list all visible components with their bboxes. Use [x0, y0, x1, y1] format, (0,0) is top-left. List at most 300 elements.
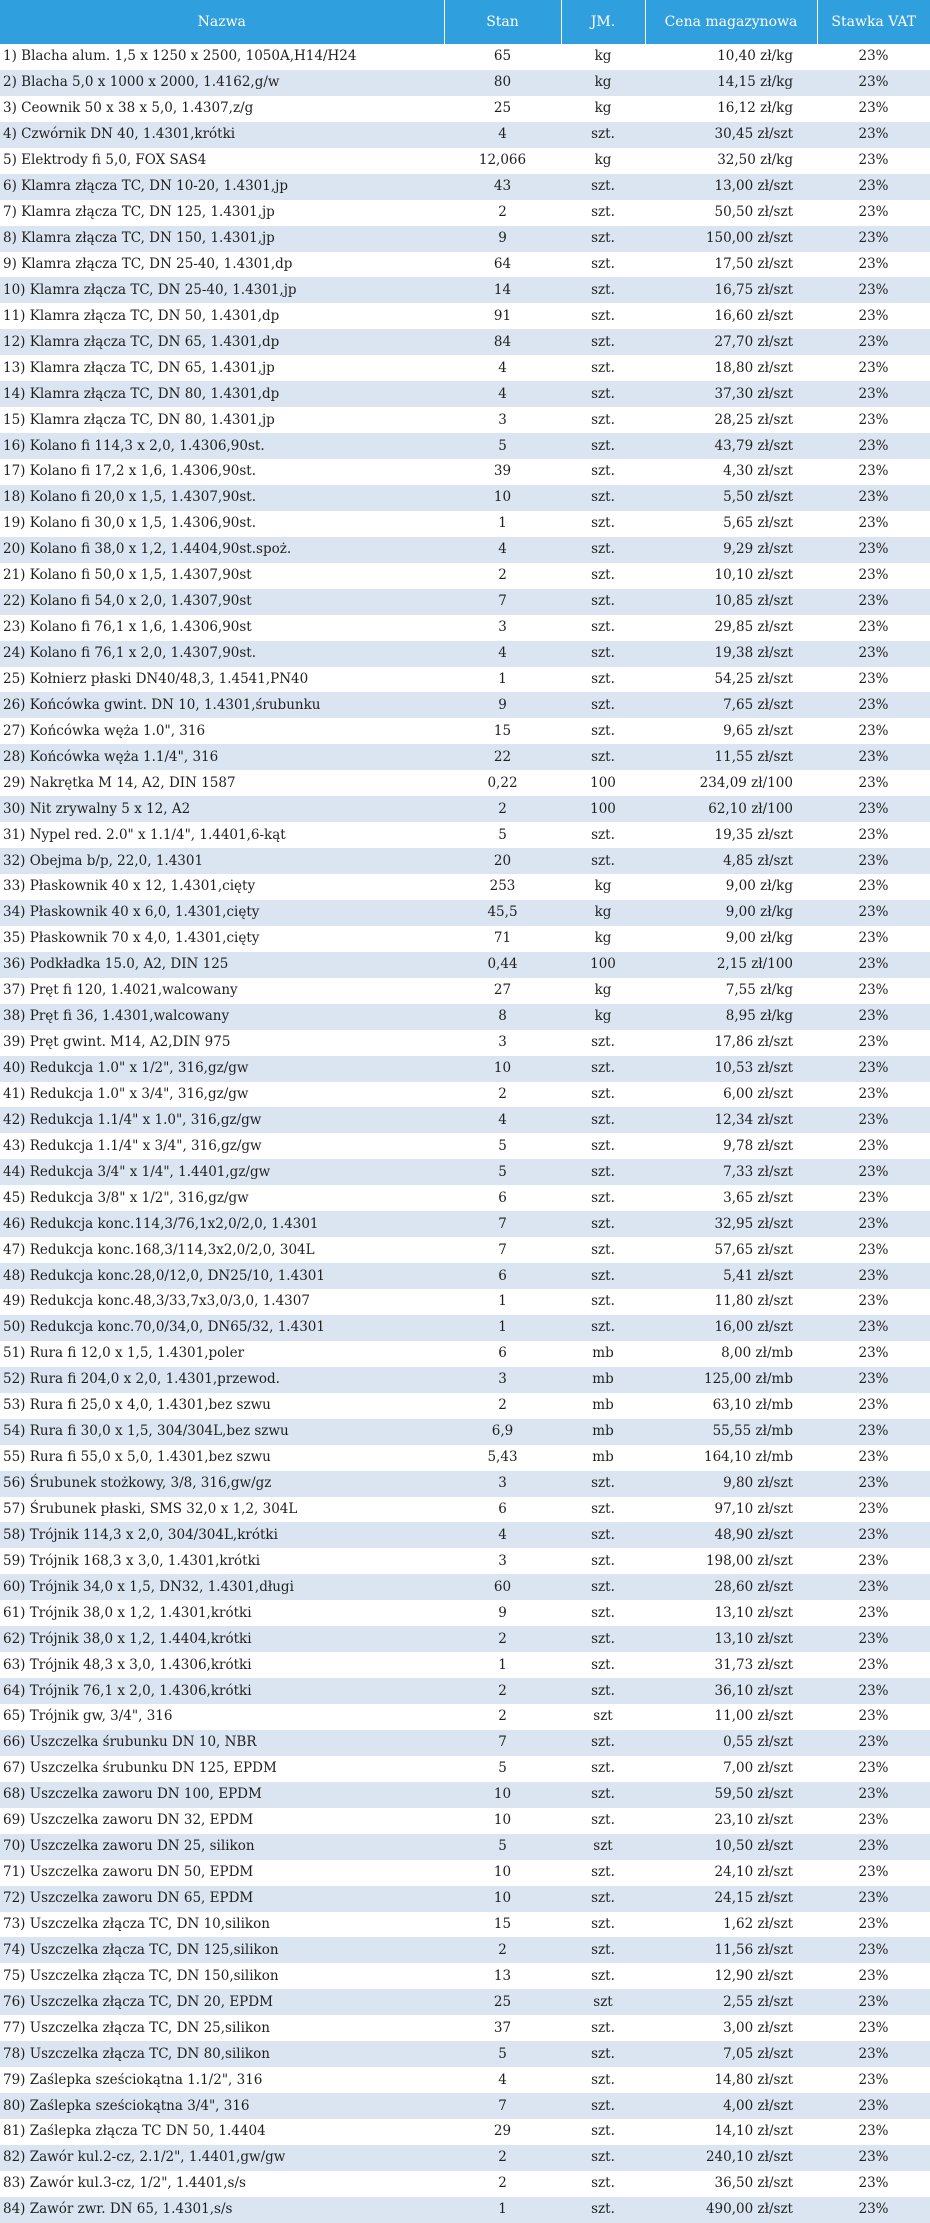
table-row[interactable] [0, 252, 930, 278]
table-row[interactable] [0, 277, 930, 303]
column-header-stan[interactable]: Stan [444, 0, 561, 44]
unit-cell: szt. [561, 563, 645, 589]
warehouse-price-cell: 5,65 zł/szt [645, 511, 817, 537]
warehouse-price-cell: 6,00 zł/szt [645, 1082, 817, 1108]
table-row[interactable] [0, 2197, 930, 2223]
warehouse-price-cell: 9,00 zł/kg [645, 926, 817, 952]
stock-quantity-cell: 8 [444, 1004, 561, 1030]
table-row[interactable] [0, 1237, 930, 1263]
table-row[interactable] [0, 1704, 930, 1730]
item-name-cell: 11) Klamra złącza TC, DN 50, 1.4301,dp [0, 303, 444, 329]
table-row[interactable] [0, 1600, 930, 1626]
stock-quantity-cell: 15 [444, 1912, 561, 1938]
table-row[interactable] [0, 2015, 930, 2041]
table-row[interactable] [0, 407, 930, 433]
item-name-cell: 27) Końcówka węża 1.0", 316 [0, 718, 444, 744]
item-name-cell: 36) Podkładka 15.0, A2, DIN 125 [0, 952, 444, 978]
warehouse-price-cell: 19,35 zł/szt [645, 822, 817, 848]
warehouse-price-cell: 16,60 zł/szt [645, 303, 817, 329]
unit-cell: szt. [561, 277, 645, 303]
item-name-cell: 25) Kołnierz płaski DN40/48,3, 1.4541,PN40 [0, 667, 444, 693]
item-name-cell: 59) Trójnik 168,3 x 3,0, 1.4301,krótki [0, 1548, 444, 1574]
unit-cell: szt. [561, 122, 645, 148]
item-name-cell: 41) Redukcja 1.0" x 3/4", 316,gz/gw [0, 1082, 444, 1108]
stock-quantity-cell: 2 [444, 1626, 561, 1652]
vat-rate-cell: 23% [817, 978, 930, 1004]
table-row[interactable] [0, 718, 930, 744]
table-row[interactable] [0, 1912, 930, 1938]
unit-cell: szt. [561, 1082, 645, 1108]
item-name-cell: 78) Uszczelka złącza TC, DN 80,silikon [0, 2041, 444, 2067]
table-row[interactable] [0, 459, 930, 485]
warehouse-price-cell: 17,50 zł/szt [645, 252, 817, 278]
table-row[interactable] [0, 952, 930, 978]
warehouse-price-cell: 17,86 zł/szt [645, 1030, 817, 1056]
table-row[interactable] [0, 589, 930, 615]
unit-cell: mb [561, 1419, 645, 1445]
unit-cell: szt. [561, 848, 645, 874]
unit-cell: szt [561, 1704, 645, 1730]
warehouse-price-cell: 7,33 zł/szt [645, 1159, 817, 1185]
item-name-cell: 39) Pręt gwint. M14, A2,DIN 975 [0, 1030, 444, 1056]
table-row[interactable] [0, 122, 930, 148]
stock-quantity-cell: 4 [444, 2067, 561, 2093]
stock-quantity-cell: 20 [444, 848, 561, 874]
table-row[interactable] [0, 848, 930, 874]
vat-rate-cell: 23% [817, 1652, 930, 1678]
item-name-cell: 47) Redukcja konc.168,3/114,3x2,0/2,0, 304L [0, 1237, 444, 1263]
stock-quantity-cell: 1 [444, 1652, 561, 1678]
vat-rate-cell: 23% [817, 303, 930, 329]
vat-rate-cell: 23% [817, 926, 930, 952]
stock-quantity-cell: 7 [444, 1237, 561, 1263]
unit-cell: szt. [561, 1886, 645, 1912]
warehouse-price-cell: 13,10 zł/szt [645, 1600, 817, 1626]
warehouse-price-cell: 59,50 zł/szt [645, 1782, 817, 1808]
table-row[interactable] [0, 329, 930, 355]
warehouse-price-cell: 8,00 zł/mb [645, 1341, 817, 1367]
item-name-cell: 55) Rura fi 55,0 x 5,0, 1.4301,bez szwu [0, 1445, 444, 1471]
table-row[interactable] [0, 1056, 930, 1082]
warehouse-price-cell: 1,62 zł/szt [645, 1912, 817, 1938]
item-name-cell: 1) Blacha alum. 1,5 x 1250 x 2500, 1050A,H14/H24 [0, 44, 444, 70]
warehouse-price-cell: 7,55 zł/kg [645, 978, 817, 1004]
stock-quantity-cell: 10 [444, 1782, 561, 1808]
unit-cell: 100 [561, 770, 645, 796]
table-row[interactable] [0, 1419, 930, 1445]
table-row[interactable] [0, 200, 930, 226]
warehouse-price-cell: 3,00 zł/szt [645, 2015, 817, 2041]
table-row[interactable] [0, 874, 930, 900]
stock-quantity-cell: 39 [444, 459, 561, 485]
stock-quantity-cell: 2 [444, 2171, 561, 2197]
table-row[interactable] [0, 1107, 930, 1133]
warehouse-price-cell: 11,56 zł/szt [645, 1937, 817, 1963]
table-row[interactable] [0, 174, 930, 200]
stock-quantity-cell: 5 [444, 822, 561, 848]
table-row[interactable] [0, 900, 930, 926]
table-row[interactable] [0, 1185, 930, 1211]
warehouse-price-cell: 11,00 zł/szt [645, 1704, 817, 1730]
stock-quantity-cell: 3 [444, 1471, 561, 1497]
item-name-cell: 33) Płaskownik 40 x 12, 1.4301,cięty [0, 874, 444, 900]
warehouse-price-cell: 164,10 zł/mb [645, 1445, 817, 1471]
unit-cell: szt. [561, 1211, 645, 1237]
table-row[interactable] [0, 1471, 930, 1497]
vat-rate-cell: 23% [817, 1082, 930, 1108]
warehouse-price-cell: 490,00 zł/szt [645, 2197, 817, 2223]
table-header [0, 0, 930, 44]
table-row[interactable] [0, 1626, 930, 1652]
item-name-cell: 49) Redukcja konc.48,3/33,7x3,0/3,0, 1.4307 [0, 1289, 444, 1315]
item-name-cell: 13) Klamra złącza TC, DN 65, 1.4301,jp [0, 355, 444, 381]
table-row[interactable] [0, 1730, 930, 1756]
vat-rate-cell: 23% [817, 589, 930, 615]
warehouse-price-cell: 125,00 zł/mb [645, 1367, 817, 1393]
table-row[interactable] [0, 1082, 930, 1108]
table-row[interactable] [0, 744, 930, 770]
table-row[interactable] [0, 2119, 930, 2145]
column-header-vat[interactable]: Stawka VAT [817, 0, 930, 44]
unit-cell: kg [561, 44, 645, 70]
vat-rate-cell: 23% [817, 1912, 930, 1938]
stock-quantity-cell: 2 [444, 1393, 561, 1419]
table-row[interactable] [0, 1133, 930, 1159]
stock-quantity-cell: 2 [444, 1704, 561, 1730]
vat-rate-cell: 23% [817, 1030, 930, 1056]
vat-rate-cell: 23% [817, 1185, 930, 1211]
unit-cell: szt. [561, 2119, 645, 2145]
stock-quantity-cell: 9 [444, 226, 561, 252]
item-name-cell: 68) Uszczelka zaworu DN 100, EPDM [0, 1782, 444, 1808]
unit-cell: mb [561, 1367, 645, 1393]
table-row[interactable] [0, 1782, 930, 1808]
vat-rate-cell: 23% [817, 355, 930, 381]
stock-quantity-cell: 65 [444, 44, 561, 70]
stock-quantity-cell: 2 [444, 1678, 561, 1704]
unit-cell: szt. [561, 1159, 645, 1185]
stock-quantity-cell: 7 [444, 1211, 561, 1237]
unit-cell: szt. [561, 718, 645, 744]
vat-rate-cell: 23% [817, 485, 930, 511]
table-row[interactable] [0, 1886, 930, 1912]
warehouse-price-cell: 0,55 zł/szt [645, 1730, 817, 1756]
item-name-cell: 66) Uszczelka śrubunku DN 10, NBR [0, 1730, 444, 1756]
warehouse-price-cell: 32,50 zł/kg [645, 148, 817, 174]
column-header-jm[interactable]: JM. [561, 0, 645, 44]
unit-cell: szt. [561, 381, 645, 407]
item-name-cell: 20) Kolano fi 38,0 x 1,2, 1.4404,90st.spoż. [0, 537, 444, 563]
stock-quantity-cell: 91 [444, 303, 561, 329]
warehouse-price-cell: 14,15 zł/kg [645, 70, 817, 96]
unit-cell: szt. [561, 174, 645, 200]
warehouse-price-cell: 62,10 zł/100 [645, 796, 817, 822]
table-row[interactable] [0, 433, 930, 459]
table-row[interactable] [0, 1834, 930, 1860]
warehouse-price-cell: 63,10 zł/mb [645, 1393, 817, 1419]
table-row[interactable] [0, 1937, 930, 1963]
item-name-cell: 76) Uszczelka złącza TC, DN 20, EPDM [0, 1989, 444, 2015]
table-row[interactable] [0, 1367, 930, 1393]
table-row[interactable] [0, 511, 930, 537]
vat-rate-cell: 23% [817, 744, 930, 770]
unit-cell: szt. [561, 1860, 645, 1886]
unit-cell: szt. [561, 2197, 645, 2223]
table-row[interactable] [0, 381, 930, 407]
unit-cell: szt. [561, 355, 645, 381]
stock-quantity-cell: 1 [444, 511, 561, 537]
table-row[interactable] [0, 2067, 930, 2093]
table-row[interactable] [0, 303, 930, 329]
stock-quantity-cell: 43 [444, 174, 561, 200]
vat-rate-cell: 23% [817, 459, 930, 485]
stock-quantity-cell: 2 [444, 563, 561, 589]
stock-quantity-cell: 0,22 [444, 770, 561, 796]
warehouse-price-cell: 50,50 zł/szt [645, 200, 817, 226]
table-row[interactable] [0, 1341, 930, 1367]
vat-rate-cell: 23% [817, 615, 930, 641]
warehouse-price-cell: 5,41 zł/szt [645, 1263, 817, 1289]
stock-quantity-cell: 4 [444, 122, 561, 148]
stock-quantity-cell: 45,5 [444, 900, 561, 926]
table-row[interactable] [0, 978, 930, 1004]
vat-rate-cell: 23% [817, 537, 930, 563]
unit-cell: kg [561, 1004, 645, 1030]
item-name-cell: 65) Trójnik gw, 3/4", 316 [0, 1704, 444, 1730]
item-name-cell: 14) Klamra złącza TC, DN 80, 1.4301,dp [0, 381, 444, 407]
stock-quantity-cell: 5 [444, 1159, 561, 1185]
table-row[interactable] [0, 1574, 930, 1600]
stock-quantity-cell: 3 [444, 1030, 561, 1056]
table-row[interactable] [0, 1989, 930, 2015]
item-name-cell: 57) Śrubunek płaski, SMS 32,0 x 1,2, 304L [0, 1497, 444, 1523]
table-row[interactable] [0, 1808, 930, 1834]
item-name-cell: 45) Redukcja 3/8" x 1/2", 316,gz/gw [0, 1185, 444, 1211]
unit-cell: szt. [561, 1963, 645, 1989]
item-name-cell: 84) Zawór zwr. DN 65, 1.4301,s/s [0, 2197, 444, 2223]
item-name-cell: 67) Uszczelka śrubunku DN 125, EPDM [0, 1756, 444, 1782]
unit-cell: szt. [561, 1756, 645, 1782]
warehouse-price-cell: 4,00 zł/szt [645, 2093, 817, 2119]
table-row[interactable] [0, 485, 930, 511]
table-row[interactable] [0, 1548, 930, 1574]
vat-rate-cell: 23% [817, 277, 930, 303]
stock-quantity-cell: 3 [444, 407, 561, 433]
table-row[interactable] [0, 1652, 930, 1678]
item-name-cell: 72) Uszczelka zaworu DN 65, EPDM [0, 1886, 444, 1912]
vat-rate-cell: 23% [817, 718, 930, 744]
unit-cell: szt. [561, 641, 645, 667]
vat-rate-cell: 23% [817, 1471, 930, 1497]
unit-cell: szt. [561, 252, 645, 278]
item-name-cell: 58) Trójnik 114,3 x 2,0, 304/304L,krótki [0, 1522, 444, 1548]
table-row[interactable] [0, 70, 930, 96]
vat-rate-cell: 23% [817, 563, 930, 589]
table-row[interactable] [0, 667, 930, 693]
vat-rate-cell: 23% [817, 174, 930, 200]
item-name-cell: 6) Klamra złącza TC, DN 10-20, 1.4301,jp [0, 174, 444, 200]
item-name-cell: 38) Pręt fi 36, 1.4301,walcowany [0, 1004, 444, 1030]
table-row[interactable] [0, 796, 930, 822]
stock-quantity-cell: 25 [444, 96, 561, 122]
warehouse-price-cell: 16,12 zł/kg [645, 96, 817, 122]
stock-quantity-cell: 1 [444, 1315, 561, 1341]
warehouse-price-cell: 57,65 zł/szt [645, 1237, 817, 1263]
stock-quantity-cell: 4 [444, 1107, 561, 1133]
item-name-cell: 21) Kolano fi 50,0 x 1,5, 1.4307,90st [0, 563, 444, 589]
warehouse-price-cell: 9,29 zł/szt [645, 537, 817, 563]
column-header-nazwa[interactable]: Nazwa [0, 0, 444, 44]
table-row[interactable] [0, 2171, 930, 2197]
unit-cell: szt. [561, 1185, 645, 1211]
item-name-cell: 9) Klamra złącza TC, DN 25-40, 1.4301,dp [0, 252, 444, 278]
item-name-cell: 70) Uszczelka zaworu DN 25, silikon [0, 1834, 444, 1860]
unit-cell: szt. [561, 1237, 645, 1263]
vat-rate-cell: 23% [817, 1315, 930, 1341]
table-row[interactable] [0, 615, 930, 641]
table-row[interactable] [0, 1159, 930, 1185]
item-name-cell: 60) Trójnik 34,0 x 1,5, DN32, 1.4301,długi [0, 1574, 444, 1600]
warehouse-price-cell: 32,95 zł/szt [645, 1211, 817, 1237]
stock-quantity-cell: 5,43 [444, 1445, 561, 1471]
stock-quantity-cell: 5 [444, 2041, 561, 2067]
table-row[interactable] [0, 1497, 930, 1523]
unit-cell: 100 [561, 796, 645, 822]
warehouse-price-cell: 23,10 zł/szt [645, 1808, 817, 1834]
table-row[interactable] [0, 822, 930, 848]
warehouse-price-cell: 9,00 zł/kg [645, 874, 817, 900]
stock-quantity-cell: 4 [444, 1522, 561, 1548]
vat-rate-cell: 23% [817, 1600, 930, 1626]
warehouse-price-cell: 13,00 zł/szt [645, 174, 817, 200]
table-row[interactable] [0, 1289, 930, 1315]
stock-quantity-cell: 2 [444, 796, 561, 822]
table-row[interactable] [0, 96, 930, 122]
item-name-cell: 79) Zaślepka sześciokątna 1.1/2", 316 [0, 2067, 444, 2093]
stock-quantity-cell: 29 [444, 2119, 561, 2145]
item-name-cell: 71) Uszczelka zaworu DN 50, EPDM [0, 1860, 444, 1886]
warehouse-price-cell: 4,85 zł/szt [645, 848, 817, 874]
table-row[interactable] [0, 1445, 930, 1471]
item-name-cell: 44) Redukcja 3/4" x 1/4", 1.4401,gz/gw [0, 1159, 444, 1185]
unit-cell: szt. [561, 1289, 645, 1315]
unit-cell: szt. [561, 1315, 645, 1341]
unit-cell: szt. [561, 1678, 645, 1704]
vat-rate-cell: 23% [817, 1808, 930, 1834]
unit-cell: szt. [561, 1107, 645, 1133]
table-body [0, 44, 930, 2223]
table-row[interactable] [0, 770, 930, 796]
vat-rate-cell: 23% [817, 252, 930, 278]
vat-rate-cell: 23% [817, 1522, 930, 1548]
warehouse-price-cell: 9,78 zł/szt [645, 1133, 817, 1159]
item-name-cell: 19) Kolano fi 30,0 x 1,5, 1.4306,90st. [0, 511, 444, 537]
stock-quantity-cell: 1 [444, 2197, 561, 2223]
table-row[interactable] [0, 2041, 930, 2067]
table-row[interactable] [0, 1756, 930, 1782]
vat-rate-cell: 23% [817, 122, 930, 148]
table-row[interactable] [0, 355, 930, 381]
stock-quantity-cell: 71 [444, 926, 561, 952]
vat-rate-cell: 23% [817, 1056, 930, 1082]
vat-rate-cell: 23% [817, 70, 930, 96]
table-row[interactable] [0, 1678, 930, 1704]
unit-cell: szt. [561, 1912, 645, 1938]
warehouse-price-cell: 12,90 zł/szt [645, 1963, 817, 1989]
vat-rate-cell: 23% [817, 1367, 930, 1393]
unit-cell: szt. [561, 2093, 645, 2119]
stock-quantity-cell: 9 [444, 692, 561, 718]
warehouse-price-cell: 8,95 zł/kg [645, 1004, 817, 1030]
item-name-cell: 43) Redukcja 1.1/4" x 3/4", 316,gz/gw [0, 1133, 444, 1159]
column-header-cena[interactable]: Cena magazynowa [645, 0, 817, 44]
table-row[interactable] [0, 2093, 930, 2119]
vat-rate-cell: 23% [817, 2093, 930, 2119]
table-row[interactable] [0, 1263, 930, 1289]
table-row[interactable] [0, 148, 930, 174]
stock-quantity-cell: 60 [444, 1574, 561, 1600]
warehouse-price-cell: 28,25 zł/szt [645, 407, 817, 433]
table-row[interactable] [0, 641, 930, 667]
vat-rate-cell: 23% [817, 1834, 930, 1860]
vat-rate-cell: 23% [817, 96, 930, 122]
vat-rate-cell: 23% [817, 1989, 930, 2015]
vat-rate-cell: 23% [817, 2015, 930, 2041]
table-row[interactable] [0, 2145, 930, 2171]
item-name-cell: 7) Klamra złącza TC, DN 125, 1.4301,jp [0, 200, 444, 226]
warehouse-price-cell: 16,75 zł/szt [645, 277, 817, 303]
stock-quantity-cell: 80 [444, 70, 561, 96]
warehouse-price-cell: 7,65 zł/szt [645, 692, 817, 718]
table-row[interactable] [0, 1030, 930, 1056]
item-name-cell: 16) Kolano fi 114,3 x 2,0, 1.4306,90st. [0, 433, 444, 459]
item-name-cell: 53) Rura fi 25,0 x 4,0, 1.4301,bez szwu [0, 1393, 444, 1419]
table-row[interactable] [0, 1963, 930, 1989]
vat-rate-cell: 23% [817, 1626, 930, 1652]
item-name-cell: 81) Zaślepka złącza TC DN 50, 1.4404 [0, 2119, 444, 2145]
table-row[interactable] [0, 926, 930, 952]
table-row[interactable] [0, 692, 930, 718]
stock-quantity-cell: 6 [444, 1341, 561, 1367]
warehouse-price-cell: 10,50 zł/szt [645, 1834, 817, 1860]
unit-cell: szt. [561, 1471, 645, 1497]
item-name-cell: 18) Kolano fi 20,0 x 1,5, 1.4307,90st. [0, 485, 444, 511]
item-name-cell: 50) Redukcja konc.70,0/34,0, DN65/32, 1.4301 [0, 1315, 444, 1341]
stock-quantity-cell: 3 [444, 1367, 561, 1393]
table-row[interactable] [0, 1522, 930, 1548]
unit-cell: szt. [561, 1030, 645, 1056]
item-name-cell: 32) Obejma b/p, 22,0, 1.4301 [0, 848, 444, 874]
vat-rate-cell: 23% [817, 433, 930, 459]
stock-quantity-cell: 3 [444, 1548, 561, 1574]
table-row[interactable] [0, 563, 930, 589]
unit-cell: 100 [561, 952, 645, 978]
item-name-cell: 28) Końcówka węża 1.1/4", 316 [0, 744, 444, 770]
stock-quantity-cell: 2 [444, 2145, 561, 2171]
table-row[interactable] [0, 1315, 930, 1341]
table-row[interactable] [0, 1211, 930, 1237]
table-row[interactable] [0, 226, 930, 252]
table-row[interactable] [0, 537, 930, 563]
table-row[interactable] [0, 1004, 930, 1030]
item-name-cell: 29) Nakrętka M 14, A2, DIN 1587 [0, 770, 444, 796]
item-name-cell: 64) Trójnik 76,1 x 2,0, 1.4306,krótki [0, 1678, 444, 1704]
table-row[interactable] [0, 1860, 930, 1886]
warehouse-price-cell: 24,15 zł/szt [645, 1886, 817, 1912]
vat-rate-cell: 23% [817, 407, 930, 433]
table-row[interactable] [0, 1393, 930, 1419]
table-row[interactable] [0, 44, 930, 70]
